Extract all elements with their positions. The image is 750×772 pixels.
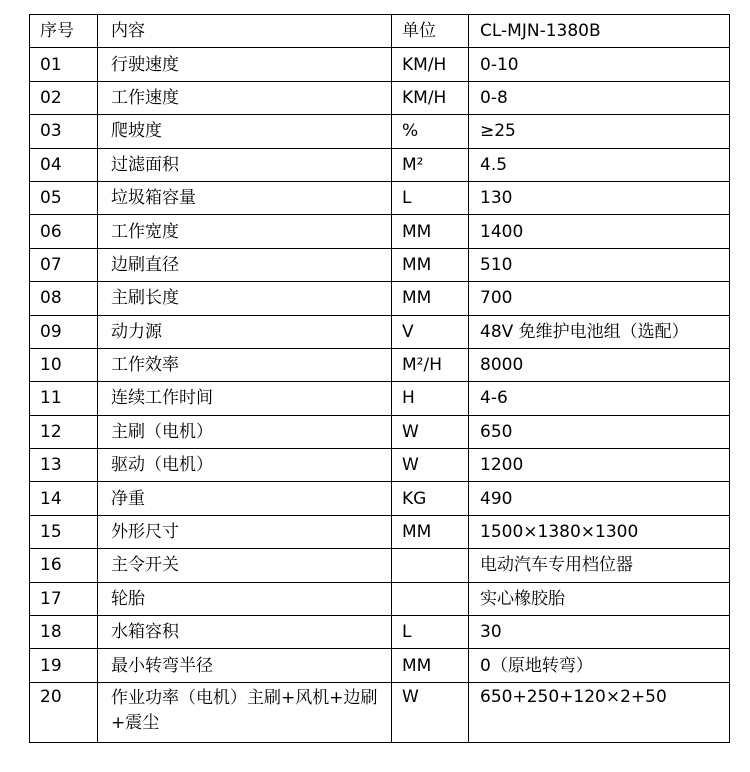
row-item: 连续工作时间	[98, 382, 392, 415]
row-unit: L	[392, 616, 469, 649]
table-row	[30, 482, 730, 515]
row-item: 垃圾箱容量	[98, 181, 392, 214]
row-unit: W	[392, 682, 469, 742]
table-row	[30, 382, 730, 415]
table-row	[30, 616, 730, 649]
row-unit: W	[392, 449, 469, 482]
spec-table	[29, 14, 730, 743]
row-value: 700	[469, 282, 730, 315]
row-no: 19	[30, 649, 98, 682]
row-no: 13	[30, 449, 98, 482]
row-value: ≥25	[469, 115, 730, 148]
row-item: 主令开关	[98, 549, 392, 582]
row-value: 1500×1380×1300	[469, 515, 730, 548]
row-value: 0（原地转弯）	[469, 649, 730, 682]
table-row	[30, 515, 730, 548]
row-unit: V	[392, 315, 469, 348]
header-item: 内容	[98, 15, 392, 48]
row-item: 工作速度	[98, 81, 392, 114]
row-unit: MM	[392, 282, 469, 315]
row-unit	[392, 549, 469, 582]
row-no: 16	[30, 549, 98, 582]
table-row	[30, 348, 730, 381]
row-item: 最小转弯半径	[98, 649, 392, 682]
row-item: 边刷直径	[98, 248, 392, 281]
row-value: 650+250+120×2+50	[469, 682, 730, 742]
table-row	[30, 215, 730, 248]
row-value: 650	[469, 415, 730, 448]
row-item: 动力源	[98, 315, 392, 348]
row-value: 8000	[469, 348, 730, 381]
row-value: 4-6	[469, 382, 730, 415]
row-unit	[392, 582, 469, 615]
row-item: 行驶速度	[98, 48, 392, 81]
row-no: 14	[30, 482, 98, 515]
row-unit: MM	[392, 515, 469, 548]
row-item: 作业功率（电机）主刷+风机+边刷+震尘	[98, 682, 392, 742]
table-row	[30, 315, 730, 348]
table-row	[30, 282, 730, 315]
row-value: 实心橡胶胎	[469, 582, 730, 615]
row-item: 轮胎	[98, 582, 392, 615]
row-unit: M²/H	[392, 348, 469, 381]
row-no: 04	[30, 148, 98, 181]
row-no: 01	[30, 48, 98, 81]
row-unit: KM/H	[392, 81, 469, 114]
table-row	[30, 148, 730, 181]
row-item: 主刷长度	[98, 282, 392, 315]
row-item: 净重	[98, 482, 392, 515]
row-value: 0-8	[469, 81, 730, 114]
row-unit: H	[392, 382, 469, 415]
row-no: 20	[30, 682, 98, 742]
row-unit: L	[392, 181, 469, 214]
table-row	[30, 682, 730, 742]
row-no: 08	[30, 282, 98, 315]
row-value: 490	[469, 482, 730, 515]
row-no: 10	[30, 348, 98, 381]
row-unit: KM/H	[392, 48, 469, 81]
row-no: 05	[30, 181, 98, 214]
table-header-row	[30, 15, 730, 48]
row-value: 1400	[469, 215, 730, 248]
row-value: 1200	[469, 449, 730, 482]
table-row	[30, 549, 730, 582]
row-no: 03	[30, 115, 98, 148]
row-item: 过滤面积	[98, 148, 392, 181]
row-no: 18	[30, 616, 98, 649]
header-unit: 单位	[392, 15, 469, 48]
table-row	[30, 48, 730, 81]
row-no: 09	[30, 315, 98, 348]
header-no: 序号	[30, 15, 98, 48]
table-row	[30, 248, 730, 281]
row-item: 驱动（电机）	[98, 449, 392, 482]
row-item: 主刷（电机）	[98, 415, 392, 448]
row-value: 30	[469, 616, 730, 649]
row-no: 11	[30, 382, 98, 415]
row-item: 工作宽度	[98, 215, 392, 248]
row-value: 510	[469, 248, 730, 281]
row-no: 06	[30, 215, 98, 248]
row-item: 外形尺寸	[98, 515, 392, 548]
row-no: 07	[30, 248, 98, 281]
table-row	[30, 115, 730, 148]
table-row	[30, 582, 730, 615]
row-no: 12	[30, 415, 98, 448]
row-unit: M²	[392, 148, 469, 181]
table-row	[30, 649, 730, 682]
row-item: 爬坡度	[98, 115, 392, 148]
table-row	[30, 449, 730, 482]
row-item: 工作效率	[98, 348, 392, 381]
row-unit: MM	[392, 649, 469, 682]
row-value: 48V 免维护电池组（选配）	[469, 315, 730, 348]
table-row	[30, 415, 730, 448]
row-item: 水箱容积	[98, 616, 392, 649]
row-value: 130	[469, 181, 730, 214]
row-no: 15	[30, 515, 98, 548]
row-no: 17	[30, 582, 98, 615]
table-row	[30, 181, 730, 214]
row-value: 4.5	[469, 148, 730, 181]
table-row	[30, 81, 730, 114]
row-unit: %	[392, 115, 469, 148]
row-unit: MM	[392, 215, 469, 248]
row-no: 02	[30, 81, 98, 114]
row-unit: KG	[392, 482, 469, 515]
row-unit: MM	[392, 248, 469, 281]
row-unit: W	[392, 415, 469, 448]
row-value: 电动汽车专用档位器	[469, 549, 730, 582]
header-model: CL-MJN-1380B	[469, 15, 730, 48]
row-value: 0-10	[469, 48, 730, 81]
